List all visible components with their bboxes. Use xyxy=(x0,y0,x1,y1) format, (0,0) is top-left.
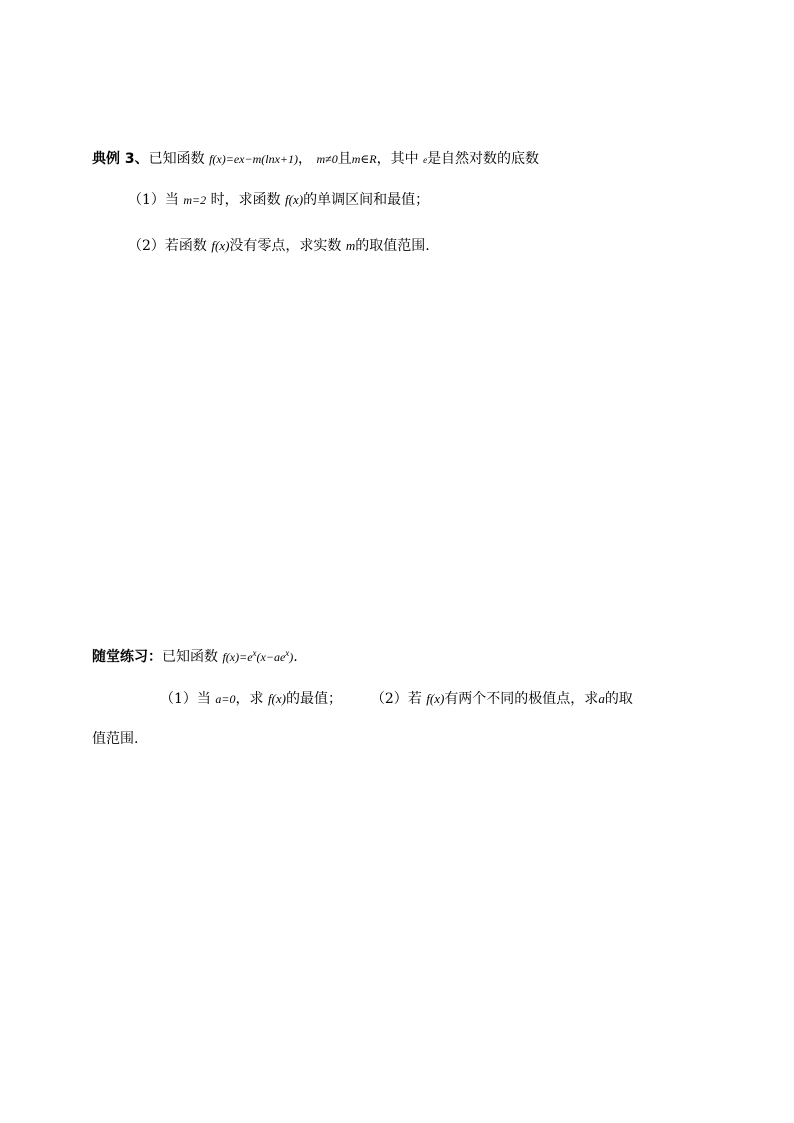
pq2-wrap-text: 值范围. xyxy=(92,731,139,747)
example-where: ，其中 xyxy=(376,151,419,167)
practice-questions xyxy=(160,689,633,709)
q2-text-c: 的取值范围. xyxy=(355,238,430,254)
example-sep: ， xyxy=(298,151,312,167)
pq1-number: （1） xyxy=(160,691,197,707)
q1-func: f(x) xyxy=(285,192,304,207)
example-formula: f(x)=ex−m(lnx+1) xyxy=(209,152,298,166)
q2-var: m xyxy=(345,238,356,253)
practice-label: 随堂练习： xyxy=(92,649,162,665)
practice-period: . xyxy=(293,649,298,665)
pq2-text-b: 有两个不同的极值点，求 xyxy=(444,691,599,707)
example-question-1 xyxy=(128,190,429,210)
practice-statement xyxy=(92,647,298,667)
example-statement xyxy=(92,149,539,170)
q2-func: f(x) xyxy=(211,238,230,253)
pq2-text-c: 的取 xyxy=(604,691,633,707)
example-tail: 是自然对数的底数 xyxy=(427,151,540,167)
practice-formula-sup-2: x xyxy=(285,648,290,658)
pq1-text-a: 当 xyxy=(196,691,211,707)
q2-text-b: 没有零点，求实数 xyxy=(229,238,342,254)
q1-text-a: 当 xyxy=(164,192,179,208)
example-label: 典例 3、 xyxy=(92,151,149,167)
pq2-text-a: 若 xyxy=(407,691,422,707)
example-intro: 已知函数 xyxy=(148,151,205,167)
q2-number: （2） xyxy=(128,238,165,254)
q1-math: m=2 xyxy=(183,193,207,207)
pq1-text-c: 的最值； xyxy=(285,691,342,707)
practice-intro: 已知函数 xyxy=(162,649,218,665)
example-question-2 xyxy=(128,236,430,256)
q1-text-c: 的单调区间和最值； xyxy=(303,192,430,208)
example-e-symbol: e xyxy=(423,155,428,165)
q1-number: （1） xyxy=(128,192,165,208)
pq2-var: a xyxy=(598,691,605,706)
pq1-math: a=0 xyxy=(215,692,236,706)
pq1-func: f(x) xyxy=(267,691,286,706)
practice-formula-part-b: (x−ae xyxy=(256,650,286,664)
practice-formula xyxy=(222,650,293,664)
q2-text-a: 若函数 xyxy=(164,238,207,254)
example-condition-2: m∈R xyxy=(351,152,377,166)
example-condition-1: m≠0 xyxy=(316,152,338,166)
q1-text-b: 时，求函数 xyxy=(210,192,281,208)
practice-formula-sup-1: x xyxy=(252,648,257,658)
practice-formula-part-c: ) xyxy=(289,650,294,664)
practice-question-wrap xyxy=(92,729,138,749)
example-and: 且 xyxy=(337,151,352,167)
pq1-text-b: ，求 xyxy=(235,691,264,707)
pq2-func: f(x) xyxy=(426,691,445,706)
practice-formula-part-a: f(x)=e xyxy=(222,650,253,664)
pq2-number: （2） xyxy=(370,691,408,707)
